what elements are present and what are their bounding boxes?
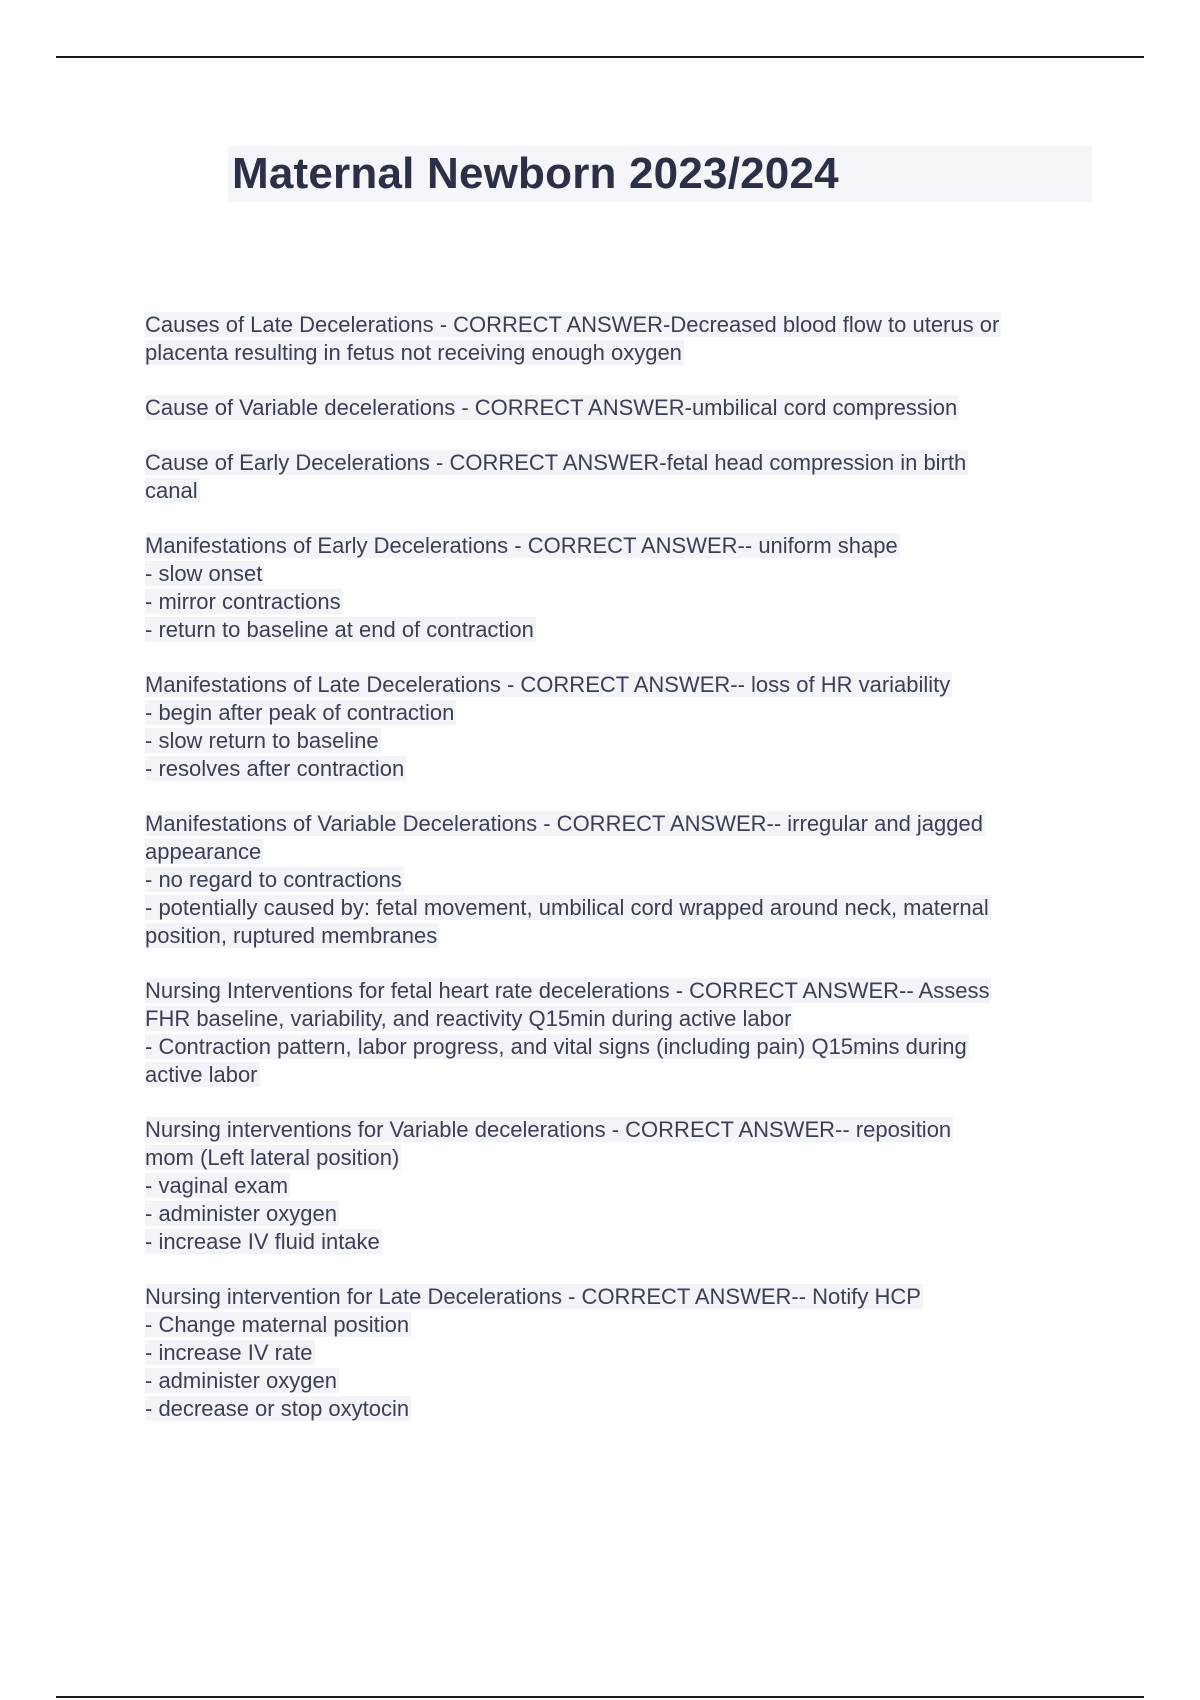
entry-line: - begin after peak of contraction [145,700,455,725]
entry-line: Manifestations of Early Decelerations - CORRECT ANSWER-- uniform shape [145,533,898,558]
qa-entry-variable-manifestations [145,810,1095,950]
entry-line: active labor [145,1062,258,1087]
entry-line: - increase IV rate [145,1340,313,1365]
entry-line: placenta resulting in fetus not receiving enough oxygen [145,340,682,365]
entry-line: position, ruptured membranes [145,923,438,948]
qa-entry-late-interventions [145,1283,1095,1423]
top-divider [56,56,1144,58]
qa-entry-variable-cause [145,394,1095,422]
entry-line: - Contraction pattern, labor progress, and vital signs (including pain) Q15mins during [145,1034,967,1059]
entry-line: Causes of Late Decelerations - CORRECT ANSWER-Decreased blood flow to uterus or [145,312,1000,337]
entry-line: Cause of Early Decelerations - CORRECT ANSWER-fetal head compression in birth [145,450,967,475]
qa-entry-late-causes [145,311,1095,367]
entry-line: canal [145,478,198,503]
document-title: Maternal Newborn 2023/2024 [232,149,839,198]
entry-line: Nursing intervention for Late Decelerations - CORRECT ANSWER-- Notify HCP [145,1284,921,1309]
entry-line: Nursing interventions for Variable decelerations - CORRECT ANSWER-- reposition [145,1117,952,1142]
entry-line: - Change maternal position [145,1312,410,1337]
entry-line: Nursing Interventions for fetal heart rate decelerations - CORRECT ANSWER-- Assess [145,978,990,1003]
entry-line: Cause of Variable decelerations - CORRECT ANSWER-umbilical cord compression [145,395,958,420]
entry-line: - no regard to contractions [145,867,402,892]
entry-line: FHR baseline, variability, and reactivity Q15min during active labor [145,1006,792,1031]
entry-line: - resolves after contraction [145,756,405,781]
qa-entry-variable-interventions [145,1116,1095,1256]
entry-line: mom (Left lateral position) [145,1145,400,1170]
qa-entry-early-manifestations [145,532,1095,644]
entry-line: Manifestations of Variable Decelerations - CORRECT ANSWER-- irregular and jagged [145,811,983,836]
document-body [145,311,1095,1450]
entry-line: - increase IV fluid intake [145,1229,380,1254]
entry-line: Manifestations of Late Decelerations - CORRECT ANSWER-- loss of HR variability [145,672,951,697]
entry-line: - vaginal exam [145,1173,289,1198]
entry-line: - potentially caused by: fetal movement, umbilical cord wrapped around neck, maternal [145,895,989,920]
qa-entry-early-cause [145,449,1095,505]
qa-entry-late-manifestations [145,671,1095,783]
bottom-divider [56,1696,1144,1698]
qa-entry-fhr-interventions [145,977,1095,1089]
entry-line: - slow return to baseline [145,728,379,753]
entry-line: - slow onset [145,561,263,586]
entry-line: - decrease or stop oxytocin [145,1396,410,1421]
entry-line: - return to baseline at end of contraction [145,617,534,642]
entry-line: appearance [145,839,262,864]
entry-line: - administer oxygen [145,1201,337,1226]
entry-line: - administer oxygen [145,1368,337,1393]
entry-line: - mirror contractions [145,589,341,614]
